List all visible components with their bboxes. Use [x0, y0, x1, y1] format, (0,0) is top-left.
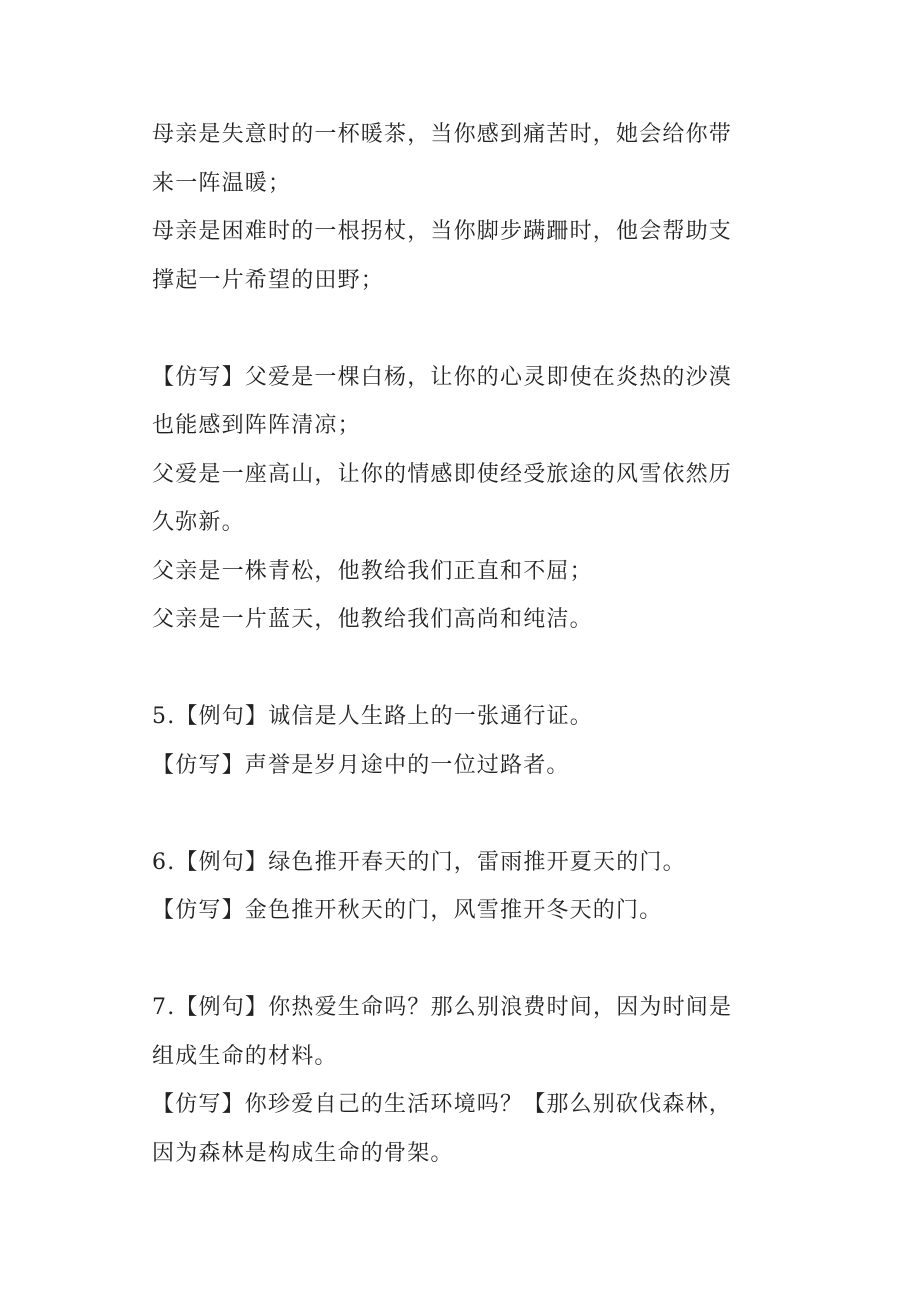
text-line: 7.【例句】你热爱生命吗？那么别浪费时间，因为时间是 — [152, 995, 733, 1020]
text-line: 也能感到阵阵清凉； — [152, 413, 361, 438]
text-line: 来一阵温暖； — [152, 170, 292, 196]
paragraph-gap — [152, 645, 782, 694]
exercise-item-7 — [152, 984, 782, 1178]
paragraph-gap — [152, 305, 782, 354]
text-line: 【仿写】你珍爱自己的生活环境吗？【那么别砍伐森林， — [152, 1092, 733, 1117]
text-line: 父爱是一座高山，让你的情感即使经受旅途的风雪依然历 — [152, 461, 733, 487]
text-line: 久弥新。 — [152, 510, 245, 535]
text-line: 母亲是困难时的一根拐杖，当你脚步蹒跚时，他会帮助支 — [152, 219, 733, 244]
text-line: 组成生命的材料。 — [152, 1043, 338, 1069]
text-line: 6.【例句】绿色推开春天的门，雷雨推开夏天的门。 — [152, 849, 686, 875]
text-line: 母亲是失意时的一杯暖茶，当你感到痛苦时，她会给你带 — [152, 122, 733, 147]
exercise-item-5 — [152, 693, 782, 790]
paragraph-father — [152, 354, 782, 645]
paragraph-gap — [152, 936, 782, 985]
paragraph-gap — [152, 790, 782, 839]
text-line: 撑起一片希望的田野； — [152, 267, 385, 293]
text-line: 5.【例句】诚信是人生路上的一张通行证。 — [152, 704, 593, 729]
text-line: 【仿写】父爱是一棵白杨，让你的心灵即使在炎热的沙漠 — [152, 364, 733, 390]
text-line: 父亲是一株青松，他教给我们正直和不屈； — [152, 558, 593, 584]
paragraph-mother — [152, 111, 782, 305]
text-line: 父亲是一片蓝天，他教给我们高尚和纯洁。 — [152, 607, 593, 632]
text-line: 因为森林是构成生命的骨架。 — [152, 1140, 454, 1166]
exercise-item-6 — [152, 839, 782, 936]
text-line: 【仿写】声誉是岁月途中的一位过路者。 — [152, 752, 570, 778]
document-page — [152, 111, 782, 1178]
text-line: 【仿写】金色推开秋天的门，风雪推开冬天的门。 — [152, 898, 663, 923]
